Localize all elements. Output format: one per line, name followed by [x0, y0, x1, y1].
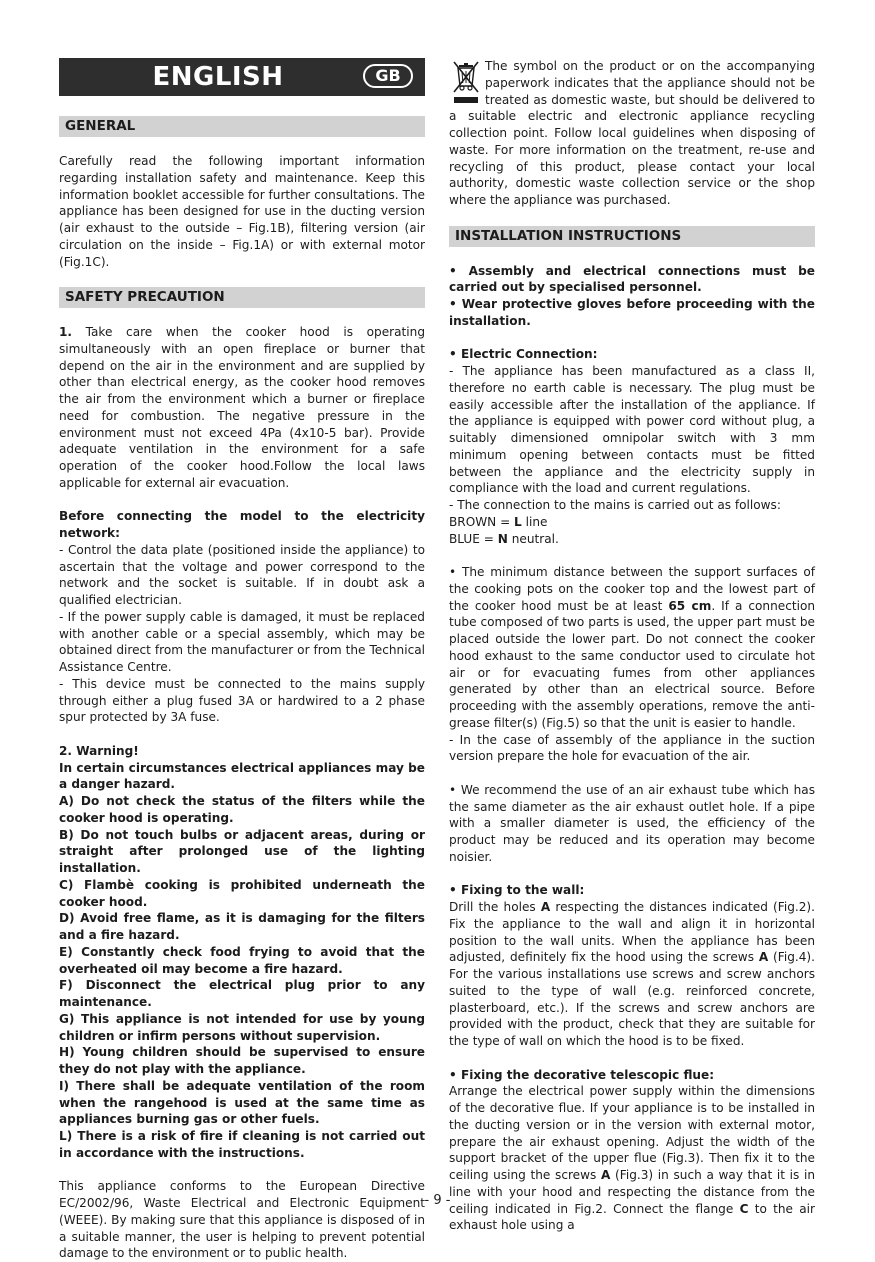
- general-heading: GENERAL: [59, 116, 425, 137]
- general-paragraph: Carefully read the following important information regarding installation safety and maintenance. Keep this information booklet accessible for further consultations. The appliance has been designed for use in the ducting version (air exhaust to the outside – Fig.1B), filtering version (air circulation on the inside – Fig.1A) or with external motor (Fig.1C).: [59, 154, 425, 269]
- country-badge: GB: [363, 64, 413, 88]
- flue-fixing-text: to the air exhaust hole using a: [449, 1201, 815, 1233]
- minimum-distance-paragraph: [449, 564, 815, 732]
- safety-heading: SAFETY PRECAUTION: [59, 287, 425, 308]
- left-column: [59, 58, 425, 1262]
- warning-item: C) Flambè cooking is prohibited underneath the cooker hood.: [59, 877, 425, 909]
- safety-item-1-text: Take care when the cooker hood is operating simultaneously with an open fireplace or burner that depend on the air in the environment and are supplied by other than electrical energy, as the cooker hood removes the air from the environment which a burner or fireplace need for combustion. The negative pressure in the environment must not exceed 4Pa (4x10-5 bar). Provide adequate ventilation in the environment for a safe operation of the cooker hood.Follow the local laws applicable for external air evacuation.: [59, 325, 425, 490]
- page-number: - 9 -: [424, 1193, 451, 1208]
- blue-wire-line: [449, 531, 815, 548]
- warning-intro: In certain circumstances electrical appliances may be a danger hazard.: [59, 760, 425, 792]
- installation-bullet-gloves: • Wear protective gloves before proceeding with the installation.: [449, 297, 815, 328]
- wall-fixing-ref: A: [758, 950, 769, 965]
- flue-fixing-heading: • Fixing the decorative telescopic flue:: [449, 1067, 715, 1082]
- warning-item: H) Young children should be supervised to ensure they do not play with the appliance.: [59, 1045, 425, 1076]
- language-title: ENGLISH: [152, 62, 284, 92]
- wall-fixing-ref: A: [540, 900, 551, 914]
- minimum-distance-text-cont: . If a connection tube composed of two parts is used, the upper part must be placed outside the lower part. Do not connect the cooker hood exhaust to the same conductor used to circulate hot air or for evacuating fumes from other appliances generated by other than an electrical source. Before proceeding with the assembly operations, remove the anti-grease filter(s) (Fig.5) so that the unit is easier to handle.: [449, 598, 816, 730]
- crossed-out-wheelie-bin-icon: [449, 59, 483, 107]
- electric-connection-text-2: - The connection to the mains is carried out as follows:: [449, 498, 781, 512]
- warning-item: B) Do not touch bulbs or adjacent areas, during or straight after prolonged use of the lighting installation.: [59, 827, 425, 875]
- flue-fixing-ref: A: [601, 1168, 611, 1182]
- warning-item: G) This appliance is not intended for use by young children or infirm persons without supervision.: [59, 1011, 425, 1043]
- blue-wire-meaning: neutral.: [507, 531, 559, 546]
- flue-fixing-text: (Fig.3) in such a way that it is in line with your hood and respecting the distance from the ceiling indicated in Fig.2. Connect the flange: [449, 1168, 815, 1216]
- electric-connection-text-1: - The appliance has been manufactured as a class II, therefore no earth cable is necessary. The plug must be easily accessible after the installation of the appliance. If the appliance is equipped with power cord without plug, a suitably dimensioned omnipolar switch with 3 mm minimum opening between contacts must be fitted between the appliance and the electricity supply in compliance with the load and current regulations.: [449, 364, 815, 496]
- installation-heading: INSTALLATION INSTRUCTIONS: [449, 226, 815, 247]
- warning-item: D) Avoid free flame, as it is damaging for the filters and a fire hazard.: [59, 911, 425, 942]
- blue-wire-label: BLUE =: [449, 531, 498, 546]
- brown-wire-line: [449, 514, 815, 531]
- safety-item-1-number: 1.: [59, 325, 73, 339]
- wall-fixing-paragraph: [449, 899, 815, 1050]
- wall-fixing-text: (Fig.4). For the various installations use screws and screw anchors suited to the type of wall (e.g. reinforced concrete, plasterboard, etc.). If the screws and screw anchors are provided with the product, check that they are suitable for the type of wall on which the hood is to be fixed.: [449, 950, 815, 1048]
- weee-conformity-paragraph: This appliance conforms to the European Directive EC/2002/96, Waste Electrical and Electronic Equipment (WEEE). By making sure that this appliance is disposed of in a suitable manner, the user is helping to prevent potential damage to the environment or to public health.: [59, 1179, 425, 1261]
- warning-item: L) There is a risk of fire if cleaning is not carried out in accordance with the instructions.: [59, 1129, 425, 1160]
- right-column: [449, 58, 815, 1234]
- blue-wire-letter: N: [497, 531, 508, 546]
- before-connecting-item-1: - Control the data plate (positioned inside the appliance) to ascertain that the voltage and power correspond to the network and the socket is suitable. If in doubt ask a qualified electrician.: [59, 542, 425, 607]
- minimum-distance-value: 65 cm: [668, 598, 712, 613]
- warning-item: A) Do not check the status of the filters while the cooker hood is operating.: [59, 794, 425, 825]
- suction-version-paragraph: - In the case of assembly of the appliance in the suction version prepare the hole for evacuation of the air.: [449, 732, 815, 764]
- safety-item-1: [59, 324, 425, 492]
- before-connecting-item-2: - If the power supply cable is damaged, it must be replaced with another cable or a special assembly, which may be obtained direct from the manufacturer or from the Technical Assistance Centre.: [59, 609, 425, 674]
- minimum-distance-text: • The minimum distance between the support surfaces of the cooking pots on the cooker top and the lowest part of the cooker hood must be at least: [449, 565, 815, 613]
- flue-fixing-paragraph: [449, 1083, 815, 1234]
- warning-heading: 2. Warning!: [59, 743, 139, 758]
- flue-fixing-ref: C: [739, 1201, 749, 1216]
- flue-fixing-text: Arrange the electrical power supply within the dimensions of the decorative flue. If your appliance is to be installed in the ducting version or in the version with external motor, prepare the air exhaust opening. Adjust the width of the support bracket of the upper flue (Fig.3). Then fix it to the ceiling using the screws: [449, 1084, 815, 1182]
- wall-fixing-heading: • Fixing to the wall:: [449, 883, 585, 898]
- warning-item: I) There shall be adequate ventilation of the room when the rangehood is used at the same time as appliances burning gas or other fuels.: [59, 1078, 425, 1127]
- warning-item: F) Disconnect the electrical plug prior to any maintenance.: [59, 978, 425, 1009]
- wall-fixing-text: Drill the holes: [449, 900, 541, 914]
- before-connecting-heading: Before connecting the model to the electricity network:: [59, 509, 425, 540]
- wall-fixing-text: respecting the distances indicated (Fig.2). Fix the appliance to the wall and align it in horizontal position to the wall units. When the appliance has been adjusted, definitely fix the hood using the screws: [449, 900, 815, 965]
- installation-bullet-personnel: • Assembly and electrical connections must be carried out by specialised personnel.: [449, 263, 815, 295]
- language-banner: [59, 58, 425, 96]
- brown-wire-letter: L: [514, 514, 522, 529]
- warning-item: E) Constantly check food frying to avoid that the overheated oil may become a fire hazard.: [59, 944, 425, 976]
- exhaust-tube-paragraph: • We recommend the use of an air exhaust tube which has the same diameter as the air exhaust outlet hole. If a pipe with a smaller diameter is used, the efficiency of the product may be reduced and its operation may become noisier.: [449, 782, 815, 864]
- weee-paragraph: The symbol on the product or on the accompanying paperwork indicates that the appliance should not be treated as domestic waste, but should be delivered to a suitable electric and electronic appliance recycling collection point. Follow local guidelines when disposing of waste. For more information on the treatment, re-use and recycling of this product, please contact your local authority, domestic waste collection service or the shop where the appliance was purchased.: [449, 59, 815, 207]
- weee-block: [449, 58, 815, 209]
- electric-connection-heading: • Electric Connection:: [449, 347, 598, 362]
- before-connecting-item-3: - This device must be connected to the mains supply through either a plug fused 3A or hardwired to a 2 phase spur protected by 3A fuse.: [59, 676, 425, 725]
- brown-wire-meaning: line: [521, 514, 548, 529]
- brown-wire-label: BROWN =: [449, 514, 515, 529]
